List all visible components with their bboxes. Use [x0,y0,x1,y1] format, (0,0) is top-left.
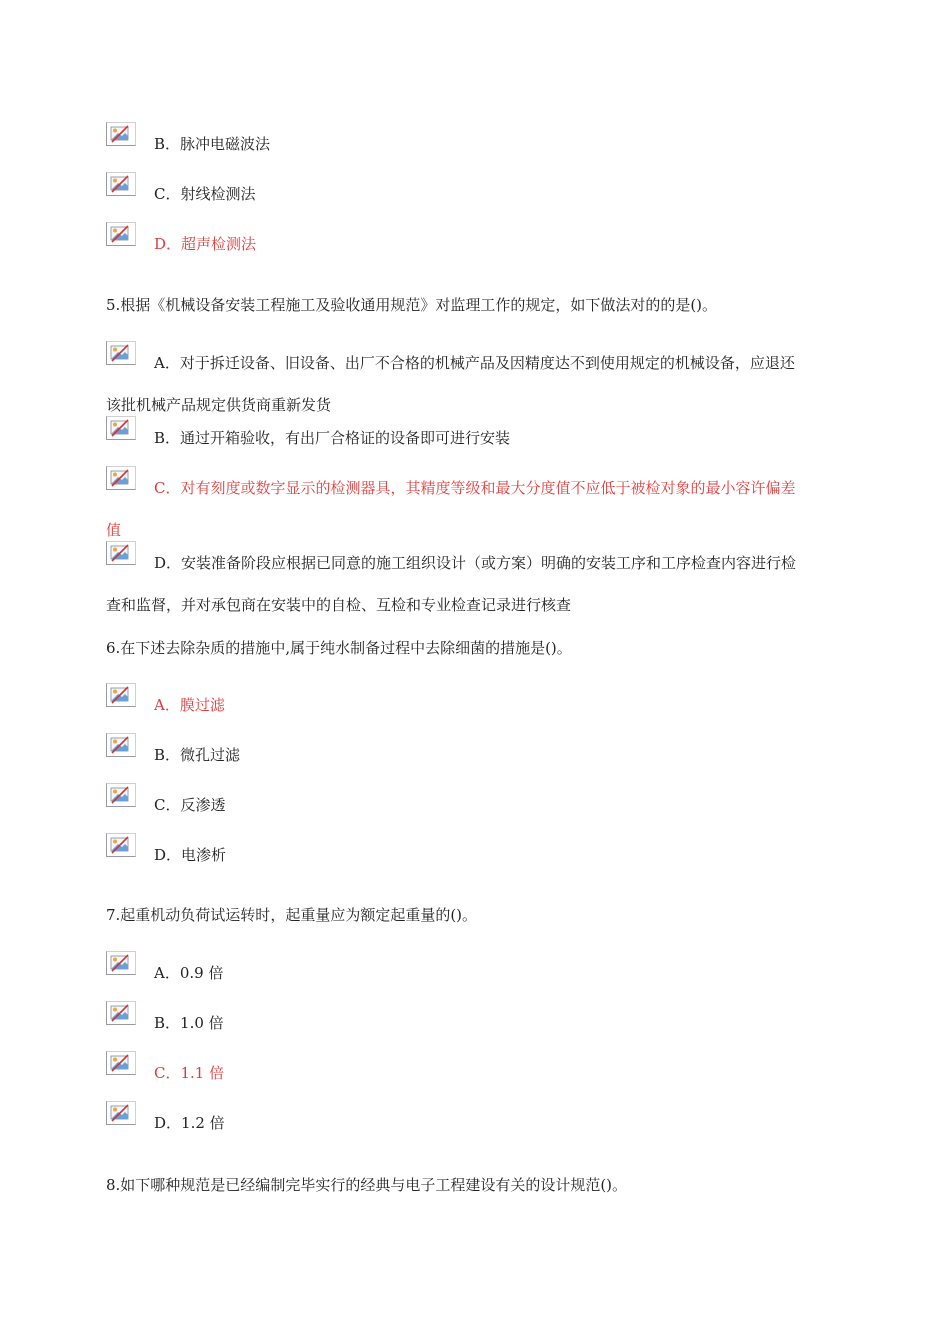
q7-question: 7.起重机动负荷试运转时，起重量应为额定起重量的()。 [106,906,478,924]
broken-image-icon [106,1101,136,1125]
broken-image-icon [106,1051,136,1075]
broken-image-icon [106,833,136,857]
q5-option-d-continued: 查和监督，并对承包商在安装中的自检、互检和专业检查记录进行核查 [106,596,572,614]
broken-image-icon [106,683,136,707]
broken-image-icon [106,783,136,807]
broken-image-icon [106,122,136,146]
q5-question: 5.根据《机械设备安装工程施工及验收通用规范》对监理工作的规定，如下做法对的的是()。 [106,296,718,314]
broken-image-icon [106,172,136,196]
broken-image-icon [106,951,136,975]
broken-image-icon [106,222,136,246]
q5-option-c-continued: 值 [106,521,122,539]
broken-image-icon [106,541,136,565]
broken-image-icon [106,341,136,365]
broken-image-icon [106,733,136,757]
broken-image-icon [106,1001,136,1025]
q5-option-a-continued: 该批机械产品规定供货商重新发货 [106,396,332,414]
broken-image-icon [106,466,136,490]
q6-question: 6.在下述去除杂质的措施中,属于纯水制备过程中去除细菌的措施是()。 [106,639,572,657]
q8-question: 8.如下哪种规范是已经编制完毕实行的经典与电子工程建设有关的设计规范()。 [106,1176,628,1194]
broken-image-icon [106,416,136,440]
